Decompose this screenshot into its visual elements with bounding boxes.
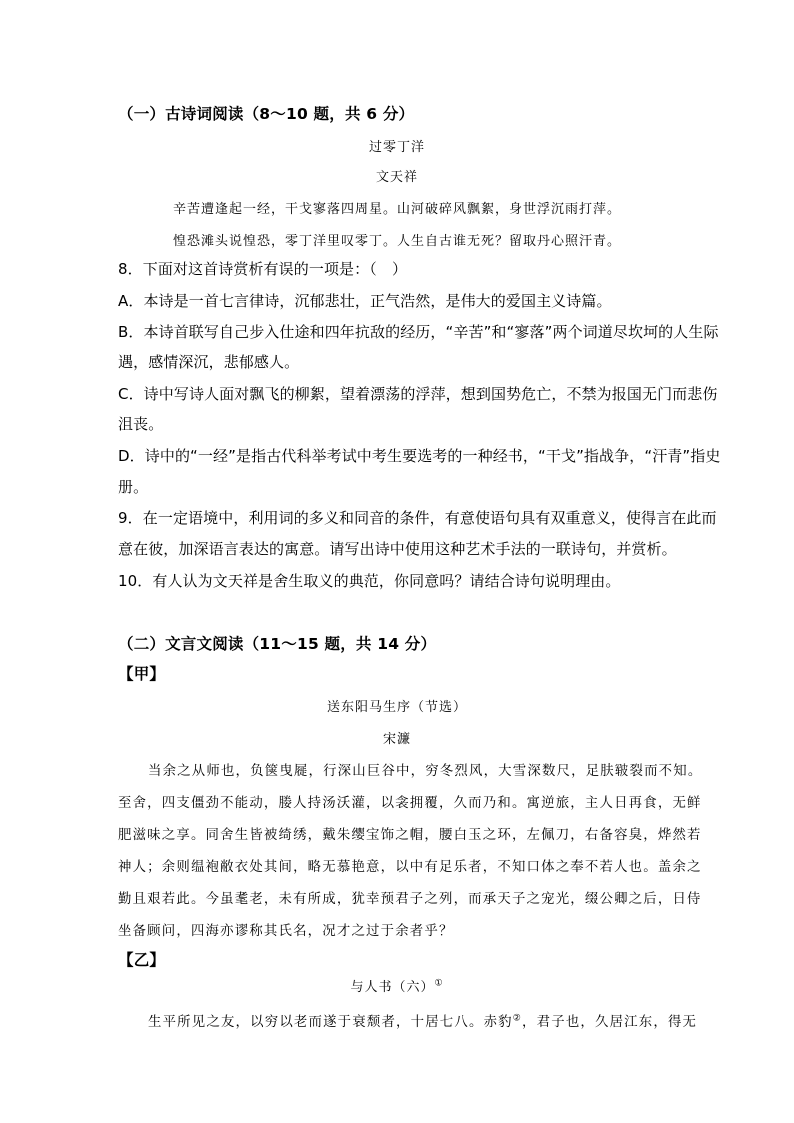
footnote-marker: ② bbox=[512, 1013, 523, 1024]
question-9-line1: 9．在一定语境中，利用词的多义和同音的条件，有意使语句具有双重意义，使得言在此而 bbox=[118, 509, 717, 527]
passage-jia-author: 宋濂 bbox=[382, 732, 411, 747]
passage-yi-line-text: 生平所见之友，以穷以老而遂于衰颓者，十居七八。赤豹 bbox=[148, 1015, 513, 1030]
question-8-option-c-line1: C．诗中写诗人面对飘飞的柳絮，望着漂荡的浮萍，想到国势危亡，不禁为报国无门而悲伤 bbox=[118, 385, 718, 403]
question-8-option-c-line2: 沮丧。 bbox=[118, 415, 164, 433]
passage-jia-title: 送东阳马生序（节选） bbox=[326, 700, 467, 715]
poem-title: 过零丁洋 bbox=[368, 140, 425, 155]
poem-line-1: 辛苦遭逢起一经，干戈寥落四周星。山河破碎风飘絮，身世浮沉雨打萍。 bbox=[172, 202, 621, 217]
question-8-option-a: A．本诗是一首七言律诗，沉郁悲壮，正气浩然，是伟大的爱国主义诗篇。 bbox=[118, 292, 612, 310]
passage-label-yi: 【乙】 bbox=[118, 951, 166, 969]
passage-jia-line: 神人；余则缊袍敝衣处其间，略无慕艳意，以中有足乐者，不知口体之奉不若人也。盖余之 bbox=[118, 860, 702, 875]
passage-jia-line: 坐备顾问，四海亦谬称其氏名，况才之过于余者乎？ bbox=[118, 924, 454, 939]
passage-jia-line: 当余之从师也，负箧曳屣，行深山巨谷中，穷冬烈风，大雪深数尺，足肤皲裂而不知。 bbox=[148, 764, 703, 779]
passage-jia-line: 至舍，四支僵劲不能动，媵人持汤沃灌，以衾拥覆，久而乃和。寓逆旅，主人日再食，无鲜 bbox=[118, 796, 702, 811]
passage-yi-title-text: 与人书（六） bbox=[350, 980, 435, 995]
passage-yi-line-text: ，君子也，久居江东，得无 bbox=[522, 1015, 698, 1030]
poem-author: 文天祥 bbox=[375, 170, 418, 185]
section-heading-poetry: （一）古诗词阅读（8～10 题，共 6 分） bbox=[118, 105, 415, 123]
question-8: 8．下面对这首诗赏析有误的一项是：（ ） bbox=[118, 260, 408, 278]
footnote-marker: ① bbox=[434, 978, 444, 989]
question-9-line2: 意在彼，加深语言表达的寓意。请写出诗中使用这种艺术手法的一联诗句，并赏析。 bbox=[118, 540, 677, 558]
passage-yi-line bbox=[148, 1011, 698, 1030]
passage-jia-line: 勤且艰若此。今虽耄老，未有所成，犹幸预君子之列，而承天子之宠光，缀公卿之后，日侍 bbox=[118, 892, 702, 907]
question-8-option-d-line2: 册。 bbox=[118, 478, 149, 496]
question-8-option-b-line1: B．本诗首联写自己步入仕途和四年抗敌的经历，“辛苦”和“寥落”两个词道尽坎坷的人生际 bbox=[118, 323, 719, 341]
passage-jia-line: 肥滋味之享。同舍生皆被绮绣，戴朱缨宝饰之帽，腰白玉之环，左佩刀，右备容臭，烨然若 bbox=[118, 828, 702, 843]
passage-yi-title bbox=[0, 976, 794, 995]
passage-label-jia: 【甲】 bbox=[118, 665, 166, 683]
poem-line-2: 惶恐滩头说惶恐，零丁洋里叹零丁。人生自古谁无死？留取丹心照汗青。 bbox=[172, 234, 621, 249]
question-8-option-d-line1: D．诗中的“一经”是指古代科举考试中考生要选考的一种经书，“干戈”指战争，“汗青”指史 bbox=[118, 447, 721, 465]
section-heading-classical: （二）文言文阅读（11～15 题，共 14 分） bbox=[118, 635, 437, 653]
question-10: 10．有人认为文天祥是舍生取义的典范，你同意吗？请结合诗句说明理由。 bbox=[118, 572, 621, 590]
question-8-option-b-line2: 遇，感情深沉，悲郁感人。 bbox=[118, 353, 300, 371]
